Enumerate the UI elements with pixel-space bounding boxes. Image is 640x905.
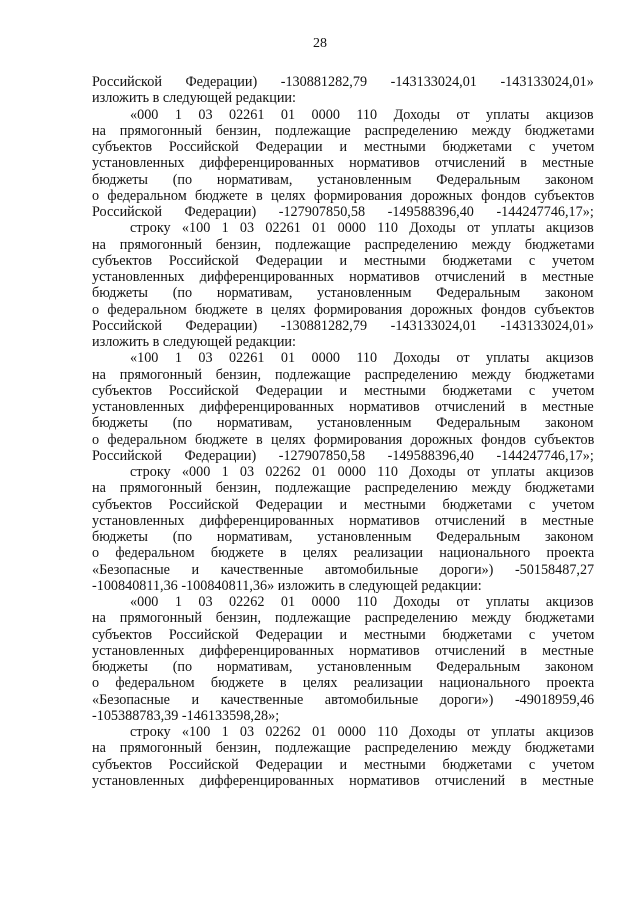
text-line: строку «100 1 03 02262 01 0000 110 Доходы от уплаты акцизов [130,724,594,740]
text-line: на прямогонный бензин, подлежащие распределению между бюджетами [92,236,595,253]
text-line: «000 1 03 02261 01 0000 110 Доходы от уплаты акцизов [130,106,594,123]
text-line: «Безопасные и качественные автомобильные дороги») -49018959,46 [92,691,595,708]
text-line: бюджеты (по нормативам, установленным Федеральным законом [92,659,594,675]
text-line: установленных дифференцированных нормативов отчислений в местные [92,642,594,659]
page-number: 28 [313,36,327,51]
text-line: бюджеты (по нормативам, установленным Федеральным законом [92,285,594,302]
text-line: -105388783,39 -146133598,28»; [92,707,280,724]
text-line: на прямогонный бензин, подлежащие распределению между бюджетами [92,480,595,497]
text-line: бюджеты (по нормативам, установленным Федеральным законом [92,171,594,188]
text-line: Российской Федерации) -127907850,58 -149588396,40 -144247746,17»; [92,204,594,220]
text-line: субъектов Российской Федерации и местными бюджетами с учетом [92,382,595,399]
text-line: о федеральном бюджете в целях формирования дорожных фондов субъектов [92,431,595,448]
text-line: на прямогонный бензин, подлежащие распределению между бюджетами [92,122,595,139]
text-line: строку «100 1 03 02261 01 0000 110 Доходы от уплаты акцизов [130,220,594,237]
text-line: субъектов Российской Федерации и местными бюджетами с учетом [92,252,595,269]
text-line: субъектов Российской Федерации и местными бюджетами с учетом [92,756,595,773]
text-line: на прямогонный бензин, подлежащие распределению между бюджетами [92,740,595,757]
text-line: субъектов Российской Федерации и местными бюджетами с учетом [92,496,595,513]
text-line: на прямогонный бензин, подлежащие распределению между бюджетами [92,366,595,383]
text-line: Российской Федерации) -130881282,79 -143133024,01 -143133024,01» [92,74,594,90]
text-line: установленных дифференцированных нормативов отчислений в местные [92,512,594,529]
text-line: установленных дифференцированных нормативов отчислений в местные [92,772,594,789]
text-line: Российской Федерации) -130881282,79 -143133024,01 -143133024,01» [92,317,594,334]
text-line: бюджеты (по нормативам, установленным Федеральным законом [92,529,594,545]
text-line: субъектов Российской Федерации и местными бюджетами с учетом [92,626,595,643]
text-line: о федеральном бюджете в целях реализации национального проекта [92,675,595,692]
text-line: о федеральном бюджете в целях формирования дорожных фондов субъектов [92,187,595,204]
text-line: бюджеты (по нормативам, установленным Федеральным законом [92,415,594,432]
text-line: «100 1 03 02261 01 0000 110 Доходы от уплаты акцизов [130,350,594,367]
text-line: установленных дифференцированных нормативов отчислений в местные [92,155,594,172]
text-line: изложить в следующей редакции: [92,334,296,350]
text-line: изложить в следующей редакции: [92,90,296,107]
text-line: на прямогонный бензин, подлежащие распределению между бюджетами [92,610,595,627]
text-line: Российской Федерации) -127907850,58 -149588396,40 -144247746,17»; [92,447,594,464]
text-line: установленных дифференцированных нормативов отчислений в местные [92,399,594,415]
text-line: субъектов Российской Федерации и местными бюджетами с учетом [92,139,595,155]
text-line: о федеральном бюджете в целях формирования дорожных фондов субъектов [92,301,595,318]
text-line: установленных дифференцированных нормативов отчислений в местные [92,269,594,285]
text-line: -100840811,36 -100840811,36» изложить в следующей редакции: [92,577,482,594]
text-line: о федеральном бюджете в целях реализации национального проекта [92,545,595,562]
text-line: «000 1 03 02262 01 0000 110 Доходы от уплаты акцизов [130,594,594,610]
text-line: строку «000 1 03 02262 01 0000 110 Доходы от уплаты акцизов [130,464,594,480]
text-line: «Безопасные и качественные автомобильные дороги») -50158487,27 [92,561,595,578]
